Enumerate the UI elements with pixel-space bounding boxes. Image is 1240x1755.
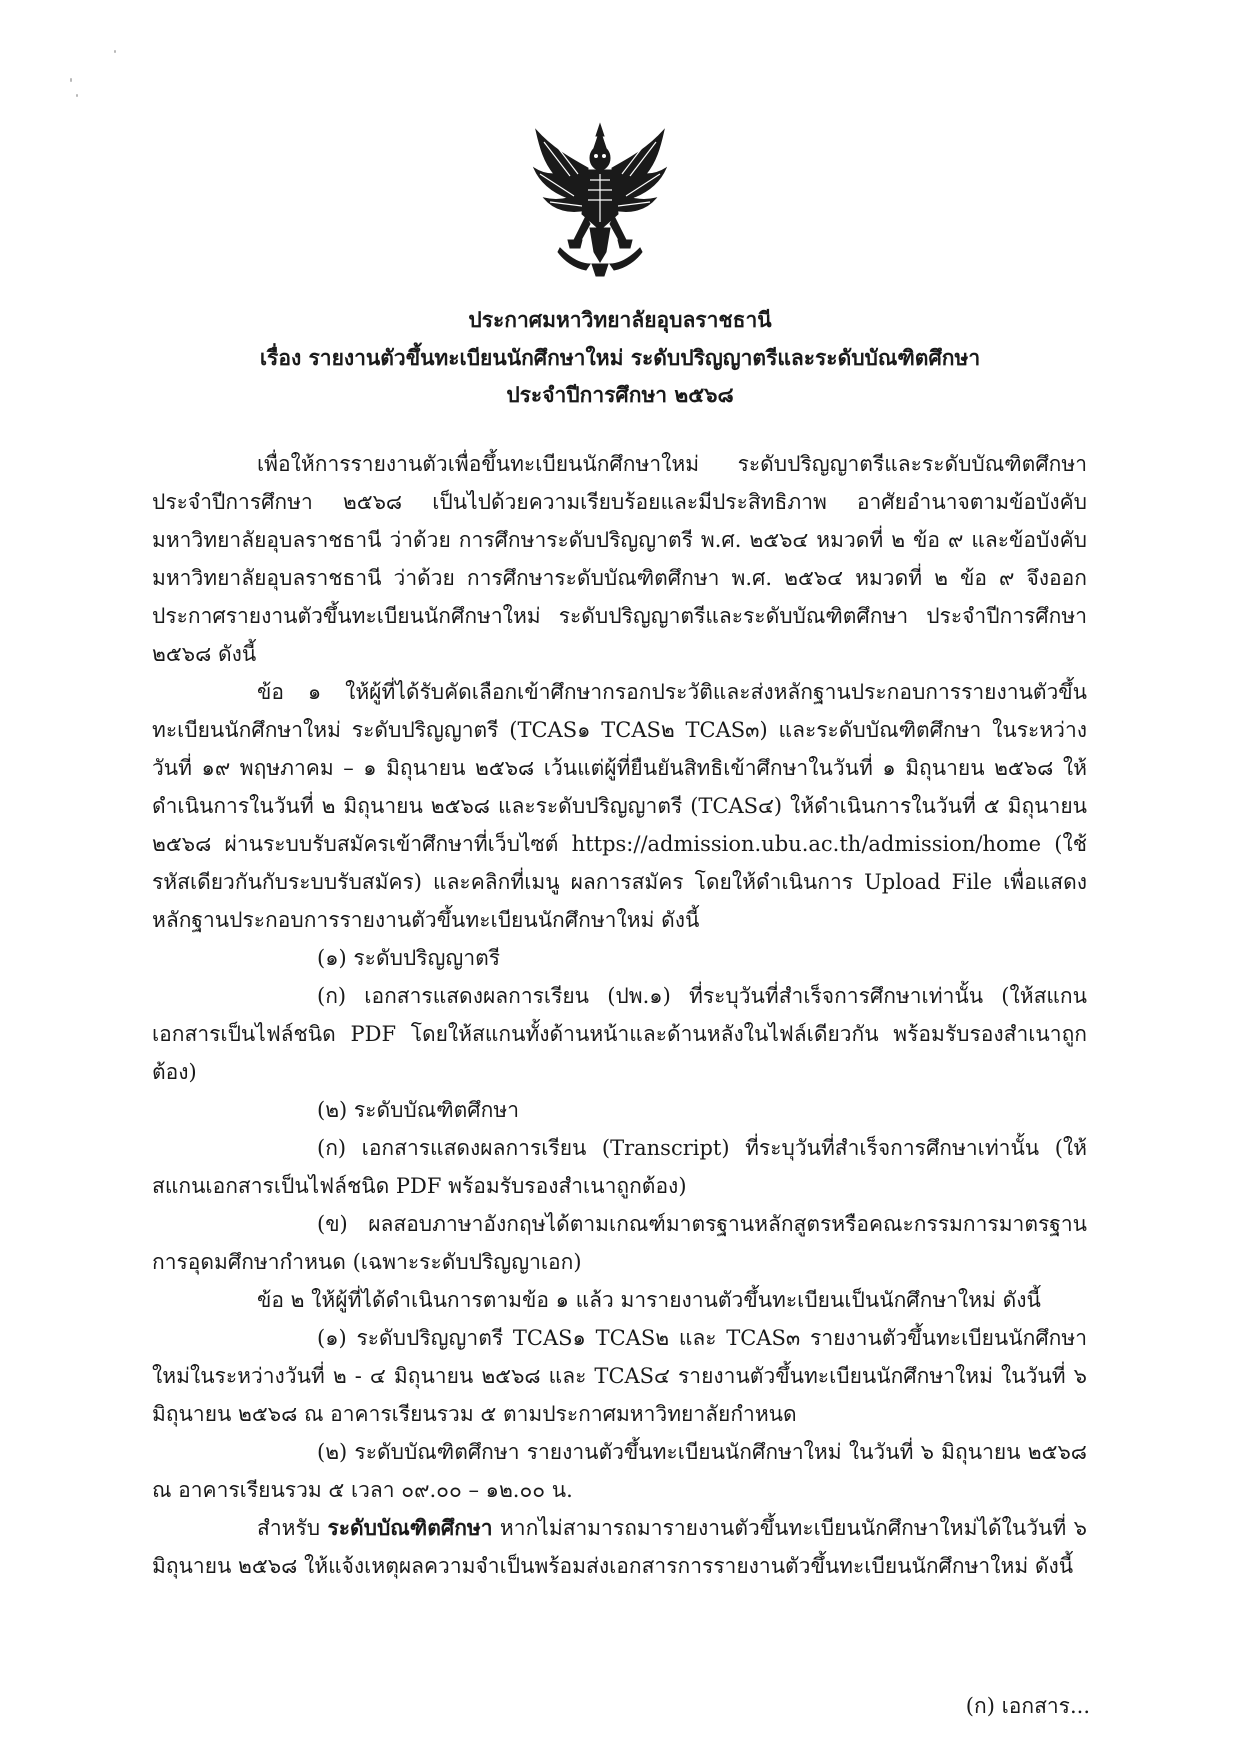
graduate-rest-text: หากไม่สามารถมารายงานตัวขึ้นทะเบียนนักศึกษาใหม่ได้ในวันที่ ๖ มิถุนายน ๒๕๖๘ ให้แจ้งเหตุผลความจำเป็นพร้อมส่งเอกสารการรายงานตัวขึ้นทะเบียนนักศึกษาใหม่ ดังนี้ [152, 1516, 1087, 1578]
clause-2-paragraph: ข้อ ๒ ให้ผู้ที่ได้ดำเนินการตามข้อ ๑ แล้ว มารายงานตัวขึ้นทะเบียนเป็นนักศึกษาใหม่ ดังนี้ [257, 1288, 1041, 1312]
announcement-academic-year: ประจำปีการศึกษา ๒๕๖๘ [506, 382, 734, 407]
clause-2-item-1: (๑) ระดับปริญญาตรี TCAS๑ TCAS๒ และ TCAS๓ รายงานตัวขึ้นทะเบียนนักศึกษาใหม่ในระหว่างวันที่ ๒ - ๔ มิถุนายน ๒๕๖๘ และ TCAS๔ รายงานตัวขึ้นทะเบียนนักศึกษาใหม่ ในวันที่ ๖ มิถุนายน ๒๕๖๘ ณ อาคารเรียนรวม ๕ ตามประกาศมหาวิทยาลัยกำหนด [152, 1326, 1087, 1426]
clause-1-item-2b: (ข) ผลสอบภาษาอังกฤษได้ตามเกณฑ์มาตรฐานหลักสูตรหรือคณะกรรมการมาตรฐานการอุดมศึกษากำหนด (เฉพาะระดับปริญญาเอก) [152, 1212, 1087, 1274]
graduate-late-report-paragraph [152, 1509, 1087, 1585]
clause-1-item-1-heading: (๑) ระดับปริญญาตรี [317, 946, 501, 970]
garuda-emblem-icon [530, 118, 670, 278]
clause-1-paragraph: ข้อ ๑ ให้ผู้ที่ได้รับคัดเลือกเข้าศึกษากรอกประวัติและส่งหลักฐานประกอบการรายงานตัวขึ้นทะเบียนนักศึกษาใหม่ ระดับปริญญาตรี (TCAS๑ TCAS๒ TCAS๓) และระดับบัณฑิตศึกษา ในระหว่างวันที่ ๑๙ พฤษภาคม – ๑ มิถุนายน ๒๕๖๘ เว้นแต่ผู้ที่ยืนยันสิทธิเข้าศึกษาในวันที่ ๑ มิถุนายน ๒๕๖๘ ให้ดำเนินการในวันที่ ๒ มิถุนายน ๒๕๖๘ และระดับปริญญาตรี (TCAS๔) ให้ดำเนินการในวันที่ ๕ มิถุนายน ๒๕๖๘ ผ่านระบบรับสมัครเข้าศึกษาที่เว็บไซต์ https://admission.ubu.ac.th/admission/home (ใช้รหัสเดียวกันกับระบบรับสมัคร) และคลิกที่เมนู ผลการสมัคร โดยให้ดำเนินการ Upload File เพื่อแสดงหลักฐานประกอบการรายงานตัวขึ้นทะเบียนนักศึกษาใหม่ ดังนี้ [152, 680, 1087, 932]
scan-mark [70, 78, 72, 82]
scan-mark [76, 94, 78, 97]
clause-1-item-2a: (ก) เอกสารแสดงผลการเรียน (Transcript) ที่ระบุวันที่สำเร็จการศึกษาเท่านั้น (ให้สแกนเอกสารเป็นไฟล์ชนิด PDF พร้อมรับรองสำเนาถูกต้อง) [152, 1136, 1087, 1198]
scan-mark [114, 50, 116, 53]
clause-1-item-1a: (ก) เอกสารแสดงผลการเรียน (ปพ.๑) ที่ระบุวันที่สำเร็จการศึกษาเท่านั้น (ให้สแกนเอกสารเป็นไฟล์ชนิด PDF โดยให้สแกนทั้งด้านหน้าและด้านหลังในไฟล์เดียวกัน พร้อมรับรองสำเนาถูกต้อง) [152, 984, 1087, 1084]
graduate-prefix: สำหรับ [257, 1516, 328, 1540]
intro-paragraph: เพื่อให้การรายงานตัวเพื่อขึ้นทะเบียนนักศึกษาใหม่ ระดับปริญญาตรีและระดับบัณฑิตศึกษา ประจำปีการศึกษา ๒๕๖๘ เป็นไปด้วยความเรียบร้อยและมีประสิทธิภาพ อาศัยอำนาจตามข้อบังคับมหาวิทยาลัยอุบลราชธานี ว่าด้วย การศึกษาระดับปริญญาตรี พ.ศ. ๒๕๖๔ หมวดที่ ๒ ข้อ ๙ และข้อบังคับมหาวิทยาลัยอุบลราชธานี ว่าด้วย การศึกษาระดับบัณฑิตศึกษา พ.ศ. ๒๕๖๔ หมวดที่ ๒ ข้อ ๙ จึงออกประกาศรายงานตัวขึ้นทะเบียนนักศึกษาใหม่ ระดับปริญญาตรีและระดับบัณฑิตศึกษา ประจำปีการศึกษา ๒๕๖๘ ดังนี้ [152, 452, 1087, 666]
clause-1-item-2-heading: (๒) ระดับบัณฑิตศึกษา [317, 1098, 519, 1122]
announcement-body [152, 445, 1087, 1585]
graduate-level-emphasis: ระดับบัณฑิตศึกษา [327, 1515, 493, 1540]
continued-next-page: (ก) เอกสาร... [965, 1694, 1090, 1718]
announcement-title: ประกาศมหาวิทยาลัยอุบลราชธานี [468, 307, 772, 332]
announcement-subject: เรื่อง รายงานตัวขึ้นทะเบียนนักศึกษาใหม่ ระดับปริญญาตรีและระดับบัณฑิตศึกษา [259, 345, 981, 370]
clause-2-item-2: (๒) ระดับบัณฑิตศึกษา รายงานตัวขึ้นทะเบียนนักศึกษาใหม่ ในวันที่ ๖ มิถุนายน ๒๕๖๘ ณ อาคารเรียนรวม ๕ เวลา ๐๙.๐๐ – ๑๒.๐๐ น. [152, 1440, 1087, 1502]
